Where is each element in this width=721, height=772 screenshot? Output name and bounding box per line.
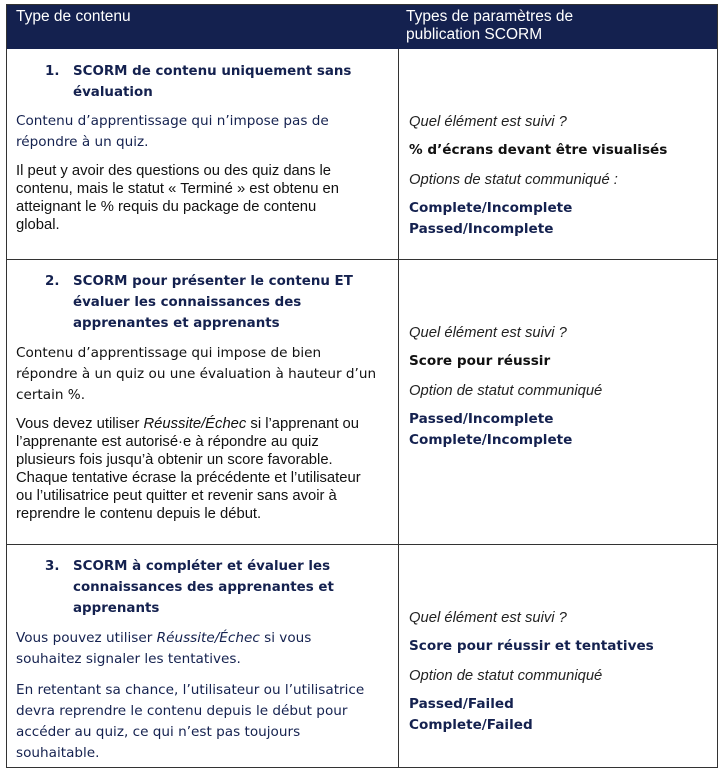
tracked-value: Score pour réussir [409, 353, 551, 369]
row-details: Il peut y avoir des questions ou des quiz dans le contenu, mais le statut « Terminé » est obtenu en atteignant le % requis du package de contenu global. [16, 163, 339, 233]
tracked-value: % d’écrans devant être visualisés [409, 142, 668, 158]
row-title: SCORM à compléter et évaluer les connaissances des apprenantes et apprenants [73, 559, 334, 616]
row-divider [7, 259, 717, 260]
tracked-value: Score pour réussir et tentatives [409, 638, 654, 654]
row-description: Contenu d’apprentissage qui n’impose pas de répondre à un quiz. [16, 113, 329, 150]
header-content-type: Type de contenu [16, 8, 131, 25]
status-options: Passed/Failed Complete/Failed [409, 696, 533, 733]
row-number: 2. [45, 274, 60, 289]
status-options: Complete/Incomplete Passed/Incomplete [409, 200, 573, 237]
row-details: Vous devez utiliser Réussite/Échec si l’apprenant ou l’apprenante est autorisé·e à répondre au quiz plusieurs fois jusqu’à obtenir un score favorable. Chaque tentative écrase la précédente et l’utilisateur ou l’utilisatrice peut quitter et revenir sans avoir à reprendre le contenu depuis le début. [16, 416, 361, 522]
status-label: Option de statut communiqué [409, 668, 603, 684]
column-divider [398, 49, 399, 767]
tracked-question: Quel élément est suivi ? [409, 114, 567, 130]
tracked-question: Quel élément est suivi ? [409, 610, 567, 626]
header-publication-types: Types de paramètres de publication SCORM [406, 8, 574, 43]
tracked-question: Quel élément est suivi ? [409, 325, 567, 341]
row-number: 3. [45, 559, 60, 574]
status-label: Option de statut communiqué [409, 383, 603, 399]
row-details: En retentant sa chance, l’utilisateur ou l’utilisatrice devra reprendre le contenu depuis le début pour accéder au quiz, ce qui n’est pas toujours souhaitable. [16, 682, 365, 761]
status-options: Passed/Incomplete Complete/Incomplete [409, 411, 573, 448]
row-number: 1. [45, 64, 60, 79]
table-header [7, 5, 717, 49]
row-title: SCORM de contenu uniquement sans évaluation [73, 64, 352, 100]
row-divider [7, 544, 717, 545]
scorm-table [6, 4, 718, 768]
row-title: SCORM pour présenter le contenu ET évaluer les connaissances des apprenantes et apprenants [73, 274, 353, 331]
status-label: Options de statut communiqué : [409, 172, 618, 188]
row-description: Contenu d’apprentissage qui impose de bien répondre à un quiz ou une évaluation à hauteur d’un certain %. [16, 345, 377, 403]
row-description: Vous pouvez utiliser Réussite/Échec si vous souhaitez signaler les tentatives. [16, 630, 312, 667]
